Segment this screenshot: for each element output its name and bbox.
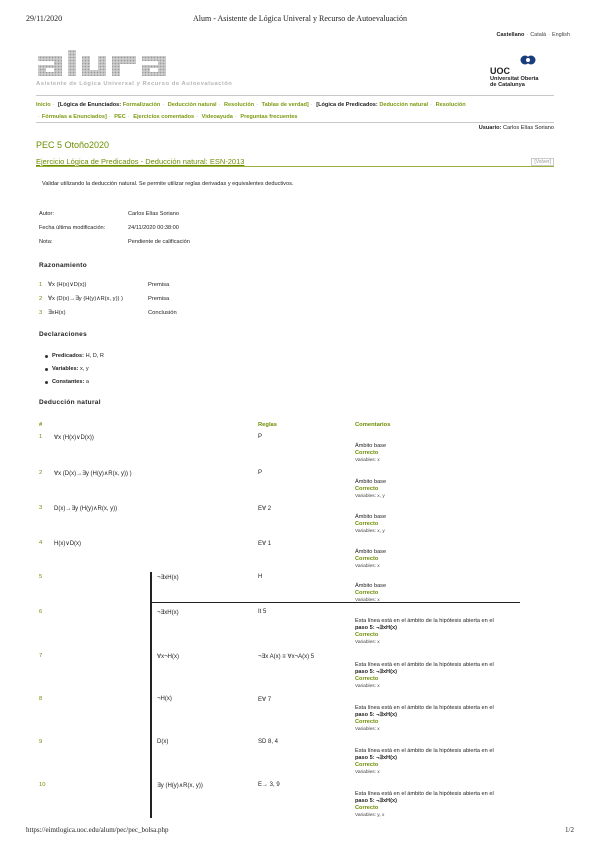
uoc-name: UOC <box>490 66 510 76</box>
step-comment <box>355 791 525 819</box>
col-comentarios-header: Comentarios <box>355 422 391 428</box>
comment-status: Correcto <box>355 450 379 456</box>
comment-text: Ámbito base <box>355 514 387 520</box>
decl-constantes: Constantes: a <box>52 379 90 385</box>
comment-text: Esta línea está en el ámbito de la hipótesis abierta en el <box>355 618 494 624</box>
premise-type: Premisa <box>148 296 170 302</box>
title-divider <box>36 166 554 167</box>
step-comment <box>355 583 525 604</box>
meta-date <box>39 225 179 231</box>
comment-status: Correcto <box>355 762 379 768</box>
comment-variables: Variables: x <box>355 640 380 645</box>
step-rule: ¬∃x A(x) ≡ ∀x¬A(x) 5 <box>258 654 315 660</box>
step-formula: ∀x (D(x)→∃y (H(y)∧R(x, y)) ) <box>54 471 132 477</box>
step-formula: H(x)∨D(x) <box>54 541 82 547</box>
comment-text: Esta línea está en el ámbito de la hipótesis abierta en el <box>355 791 494 797</box>
step-formula: ¬∃xH(x) <box>157 610 179 616</box>
exercise-description: Validar utilizando la deducción natural. Se permite utilizar reglas derivadas y equivalentes deductivos. <box>42 181 294 187</box>
comment-status: Correcto <box>355 805 379 811</box>
comment-variables: Variables: x <box>355 684 380 689</box>
premise-type: Conclusión <box>148 310 177 316</box>
step-comment <box>355 705 525 733</box>
step-number: 6 <box>39 609 43 615</box>
meta-key: Autor: <box>39 211 54 217</box>
uoc-mark-icon <box>520 55 536 65</box>
uoc-line1: Universitat Oberta <box>490 76 539 82</box>
step-formula: ∀x (H(x)∨D(x)) <box>54 435 94 441</box>
user-name: Carlos Elías Soriano <box>503 125 554 131</box>
step-comment <box>355 479 525 500</box>
lang-english[interactable]: English <box>551 32 570 38</box>
nav-videoayuda[interactable]: Videoayuda <box>201 114 233 120</box>
step-rule: P <box>258 470 263 476</box>
comment-text: Esta línea está en el ámbito de la hipótesis abierta en el <box>355 705 494 711</box>
step-number: 9 <box>39 739 43 745</box>
print-date: 29/11/2020 <box>26 14 63 23</box>
step-number: 10 <box>39 782 46 788</box>
meta-author <box>39 211 179 217</box>
comment-variables: Variables: x, y <box>355 494 385 499</box>
meta-value: Carlos Elías Soriano <box>128 211 179 217</box>
nav-divider <box>36 122 554 123</box>
exercise-title[interactable]: Ejercicio Lógica de Predicados - Deducción natural: ESN-2013 <box>36 157 245 166</box>
comment-variables: Variables: x <box>355 727 380 732</box>
step-comment <box>355 549 525 570</box>
step-formula: ∀x¬H(x) <box>157 654 179 660</box>
user-info <box>479 125 554 131</box>
step-rule: E→ 3, 9 <box>258 782 280 788</box>
declaraciones-heading: Declaraciones <box>39 331 87 338</box>
meta-value: 24/11/2020 00:38:00 <box>128 225 179 231</box>
comment-status: Correcto <box>355 590 379 596</box>
meta-key: Nota: <box>39 239 53 245</box>
step-number: 1 <box>39 434 43 440</box>
comment-status: Correcto <box>355 719 379 725</box>
nav-inicio[interactable]: Inicio <box>36 102 51 108</box>
nav-preguntas[interactable]: Preguntas frecuentes <box>240 114 298 120</box>
step-formula: D(x) <box>157 739 169 745</box>
comment-variables: Variables: x <box>355 770 380 775</box>
comment-variables: Variables: x <box>355 598 380 603</box>
language-selector: Castellano · Català · English <box>496 32 570 38</box>
comment-hypothesis: paso 5: ¬∃xH(x) <box>355 712 397 718</box>
premise-row: 1 ∀x (H(x)∨D(x)) Premisa <box>39 282 170 288</box>
nav-enunciados-resolucion[interactable]: Resolución <box>224 102 255 108</box>
comment-text: Ámbito base <box>355 479 387 485</box>
step-comment <box>355 618 525 646</box>
pec-title: PEC 5 Otoño2020 <box>36 140 110 150</box>
comment-status: Correcto <box>355 676 379 682</box>
step-comment <box>355 748 525 776</box>
decl-variables: Variables: x, y <box>52 366 89 372</box>
premise-formula: ∀x (D(x)→∃y (H(y)∧R(x, y)) ) <box>48 296 123 302</box>
comment-status: Correcto <box>355 556 379 562</box>
step-rule: E∀ 2 <box>258 506 272 512</box>
comment-variables: Variables: x, y <box>355 529 385 534</box>
step-formula: D(x)→∃y (H(y)∧R(x, y)) <box>54 506 118 512</box>
step-rule: H <box>258 574 263 580</box>
comment-hypothesis: paso 5: ¬∃xH(x) <box>355 625 397 631</box>
lang-catala[interactable]: Català <box>530 32 547 38</box>
step-number: 3 <box>39 505 43 511</box>
alura-logo[interactable] <box>36 50 196 82</box>
nav-predicados-deduccion[interactable]: Deducción natural <box>379 102 429 108</box>
comment-variables: Variables: y, x <box>355 813 385 818</box>
uoc-line2: de Catalunya <box>490 82 525 88</box>
meta-key: Fecha última modificación: <box>39 225 106 231</box>
hypothesis-scope-bar <box>150 572 152 818</box>
deduccion-heading: Deducción natural <box>39 399 101 406</box>
step-rule: E∀ 7 <box>258 697 272 703</box>
step-rule: It 5 <box>258 609 267 615</box>
header-divider <box>36 95 554 96</box>
step-rule: P <box>258 434 263 440</box>
brand-tagline: Asistente de Lógica Universal y Recurso de Autoevaluación <box>36 81 233 87</box>
comment-hypothesis: paso 5: ¬∃xH(x) <box>355 669 397 675</box>
premise-formula: ∀x (H(x)∨D(x)) <box>48 282 87 288</box>
step-number: 4 <box>39 540 43 546</box>
nav-pec[interactable]: PEC <box>114 114 126 120</box>
step-comment <box>355 514 525 535</box>
step-number: 5 <box>39 574 43 580</box>
volver-button[interactable]: [Volver] <box>531 158 554 166</box>
comment-text: Ámbito base <box>355 443 387 449</box>
step-comment <box>355 662 525 690</box>
step-rule: SD 8, 4 <box>258 739 279 745</box>
conclusion-row: 3 ∃xH(x) Conclusión <box>39 310 177 316</box>
nav-predicados-formulas[interactable]: Fórmulas a Enunciados] <box>41 114 107 120</box>
lang-current[interactable]: Castellano <box>496 32 525 38</box>
step-formula: ¬∃xH(x) <box>157 575 179 581</box>
comment-text: Ámbito base <box>355 583 387 589</box>
nav-enunciados-tablas[interactable]: Tablas de verdad] <box>261 102 309 108</box>
comment-hypothesis: paso 5: ¬∃xH(x) <box>355 755 397 761</box>
comment-status: Correcto <box>355 521 379 527</box>
comment-text: Esta línea está en el ámbito de la hipótesis abierta en el <box>355 748 494 754</box>
comment-text: Esta línea está en el ámbito de la hipótesis abierta en el <box>355 662 494 668</box>
print-header <box>26 14 574 24</box>
meta-value: Pendiente de calificación <box>128 239 190 245</box>
step-formula: ∃y (H(y)∧R(x, y)) <box>157 783 203 789</box>
decl-predicados: Predicados: H, D, R <box>52 353 104 359</box>
step-number: 8 <box>39 696 43 702</box>
comment-variables: Variables: x <box>355 564 380 569</box>
step-number: 7 <box>39 653 43 659</box>
print-title: Alum - Asistente de Lógica Univeral y Recurso de Autoevaluación <box>193 14 407 23</box>
comment-text: Ámbito base <box>355 549 387 555</box>
uoc-logo[interactable] <box>490 55 570 89</box>
premise-row: 2 ∀x (D(x)→∃y (H(y)∧R(x, y)) ) Premisa <box>39 296 170 302</box>
step-formula: ¬H(x) <box>157 696 172 702</box>
step-comment <box>355 443 525 464</box>
nav-enunciados-formalizacion[interactable]: Formalización <box>122 102 161 108</box>
col-num-header: # <box>39 422 43 428</box>
nav-enunciados-label: [Lógica de Enunciados: <box>58 102 122 108</box>
footer-url[interactable]: https://eimtlogica.uoc.edu/alum/pec/pec_bolsa.php <box>26 826 169 834</box>
nav-enunciados-deduccion[interactable]: Deducción natural <box>167 102 217 108</box>
col-reglas-header: Reglas <box>258 422 278 428</box>
nav-ejercicios[interactable]: Ejercicios comentados <box>133 114 195 120</box>
nav-predicados-resolucion[interactable]: Resolución <box>435 102 466 108</box>
premise-type: Premisa <box>148 282 170 288</box>
premise-formula: ∃xH(x) <box>48 310 66 316</box>
razonamiento-heading: Razonamiento <box>39 262 88 269</box>
user-label: Usuario: <box>478 125 502 131</box>
comment-status: Correcto <box>355 486 379 492</box>
step-rule: E∀ 1 <box>258 541 272 547</box>
comment-variables: Variables: x <box>355 458 380 463</box>
main-nav: Inicio · [Lógica de Enunciados: Formalización · Deducción natural · Resolución · Tablas de verdad] · [Lógica de Predicados: Deducción natural · Resolución · Fórmulas a Enunciados] · PEC · Ejercicios comentados · Videoayuda · Preguntas frecuentes <box>36 102 466 120</box>
step-number: 2 <box>39 470 43 476</box>
comment-hypothesis: paso 5: ¬∃xH(x) <box>355 798 397 804</box>
meta-grade <box>39 239 190 245</box>
nav-predicados-label: [Lógica de Predicados: <box>316 102 378 108</box>
comment-status: Correcto <box>355 632 379 638</box>
footer-page: 1/2 <box>565 826 574 834</box>
